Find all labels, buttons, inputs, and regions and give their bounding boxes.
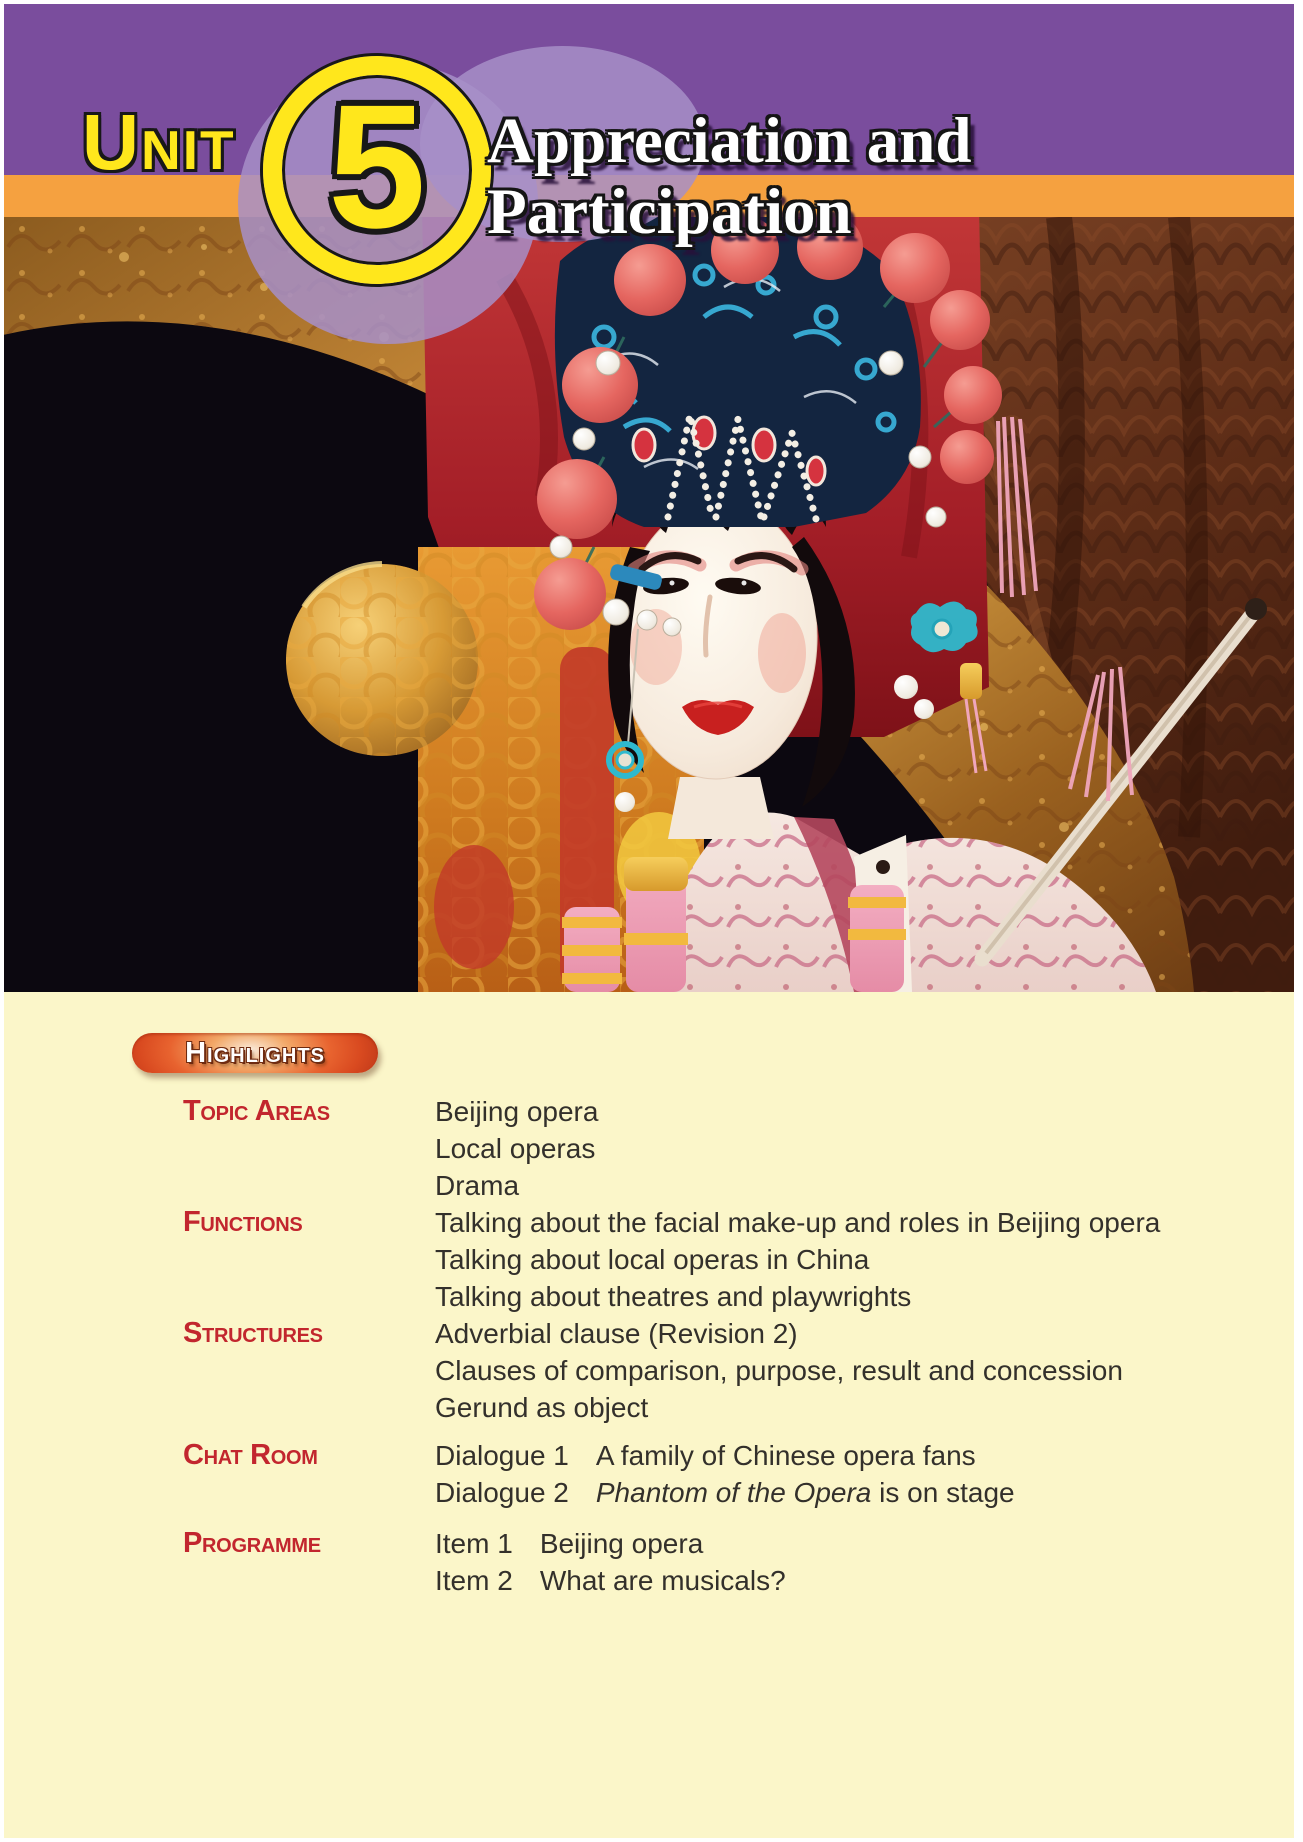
line-text: A family of Chinese opera fans	[595, 1440, 976, 1471]
line-text: Talking about the facial make-up and roles in Beijing opera	[435, 1207, 1161, 1238]
section-line	[435, 1167, 1213, 1204]
highlights-section-structures	[183, 1315, 1213, 1426]
line-text: Gerund as object	[435, 1392, 649, 1423]
highlights-badge-label: Highlights	[185, 1036, 325, 1069]
unit-photo	[4, 217, 1294, 992]
section-line	[435, 1278, 1213, 1315]
highlights-section-functions	[183, 1204, 1213, 1315]
highlights-section-chat-room	[183, 1437, 1213, 1511]
line-text: Phantom of the Opera	[595, 1477, 872, 1508]
section-label: Topic Areas	[183, 1095, 330, 1127]
highlights-section-topic-areas	[183, 1093, 1213, 1204]
section-line	[435, 1525, 1213, 1562]
section-line	[435, 1474, 1213, 1511]
section-line	[435, 1437, 1213, 1474]
line-text: Beijing opera	[435, 1096, 599, 1127]
section-lines	[435, 1315, 1213, 1426]
section-lines	[435, 1093, 1213, 1204]
section-line	[435, 1093, 1213, 1130]
highlights-section-programme	[183, 1525, 1213, 1599]
highlights-badge	[132, 1033, 378, 1073]
line-text: What are musicals?	[539, 1565, 786, 1596]
unit-title	[487, 106, 972, 248]
line-text: is on stage	[871, 1477, 1015, 1508]
section-lines	[435, 1437, 1213, 1511]
line-text: Talking about local operas in China	[435, 1244, 870, 1275]
line-text: Beijing opera	[539, 1528, 704, 1559]
unit-title-line1: Appreciation and	[487, 105, 972, 177]
section-label: Programme	[183, 1527, 321, 1559]
section-label: Chat Room	[183, 1439, 318, 1471]
line-tab-label: Dialogue 2	[435, 1477, 569, 1508]
line-text: Local operas	[435, 1133, 596, 1164]
section-label: Structures	[183, 1317, 323, 1349]
section-line	[435, 1315, 1213, 1352]
section-line	[435, 1352, 1213, 1389]
line-text: Clauses of comparison, purpose, result and concession	[435, 1355, 1123, 1386]
line-tab-label: Item 2	[435, 1565, 513, 1596]
section-lines	[435, 1525, 1213, 1599]
line-tab-label: Dialogue 1	[435, 1440, 569, 1471]
section-line	[435, 1389, 1213, 1426]
section-label: Functions	[183, 1206, 303, 1238]
unit-number: 5	[328, 69, 426, 265]
line-tab-label: Item 1	[435, 1528, 513, 1559]
unit-number-ring	[263, 56, 491, 284]
line-text: Drama	[435, 1170, 520, 1201]
unit-title-line2: Participation	[487, 176, 852, 248]
section-line	[435, 1562, 1213, 1599]
unit-label: Unit	[82, 97, 236, 186]
section-line	[435, 1204, 1213, 1241]
highlights-list	[183, 1093, 1213, 1599]
line-text: Adverbial clause (Revision 2)	[435, 1318, 798, 1349]
section-line	[435, 1130, 1213, 1167]
section-lines	[435, 1204, 1213, 1315]
section-line	[435, 1241, 1213, 1278]
line-text: Talking about theatres and playwrights	[435, 1281, 912, 1312]
